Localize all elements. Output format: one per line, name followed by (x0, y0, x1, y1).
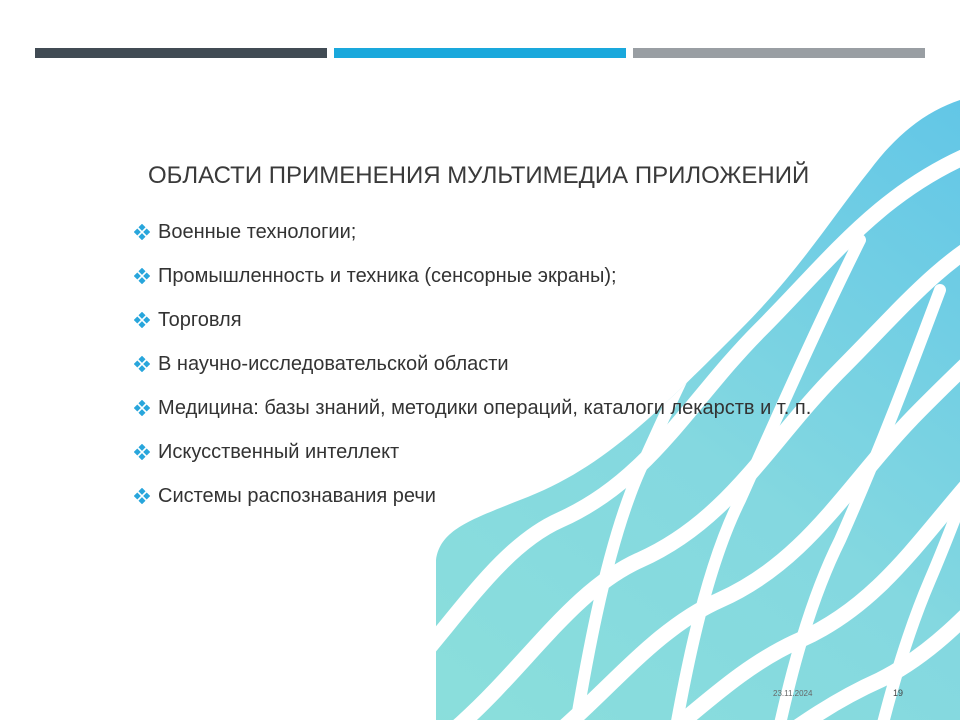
bullet-text: В научно-исследовательской области (158, 353, 509, 375)
bullet-text: Военные технологии; (158, 221, 357, 243)
bullet-text: Медицина: базы знаний, методики операций, каталоги лекарств и т. п. (158, 397, 812, 419)
footer-date: 23.11.2024 (773, 689, 813, 698)
diamond-four-icon (134, 312, 150, 328)
bullet-list (134, 210, 924, 518)
bullet-text: Системы распознавания речи (158, 485, 436, 507)
header-bars (35, 48, 925, 58)
list-item (134, 298, 924, 342)
header-bar-blue (334, 48, 626, 58)
diamond-four-icon (134, 268, 150, 284)
bullet-text: Искусственный интеллект (158, 441, 400, 463)
bullet-text: Промышленность и техника (сенсорные экраны); (158, 265, 617, 287)
header-bar-dark (35, 48, 327, 58)
bullet-text: Торговля (158, 309, 242, 331)
list-item (134, 210, 924, 254)
list-item (134, 254, 924, 298)
list-item (134, 430, 924, 474)
list-item (134, 474, 924, 518)
list-item (134, 342, 924, 386)
diamond-four-icon (134, 356, 150, 372)
diamond-four-icon (134, 444, 150, 460)
diamond-four-icon (134, 488, 150, 504)
header-bar-gray (633, 48, 925, 58)
slide-title: ОБЛАСТИ ПРИМЕНЕНИЯ МУЛЬТИМЕДИА ПРИЛОЖЕНИЙ (148, 162, 810, 189)
diamond-four-icon (134, 400, 150, 416)
diamond-four-icon (134, 224, 150, 240)
list-item (134, 386, 924, 430)
page-number: 19 (893, 688, 904, 698)
